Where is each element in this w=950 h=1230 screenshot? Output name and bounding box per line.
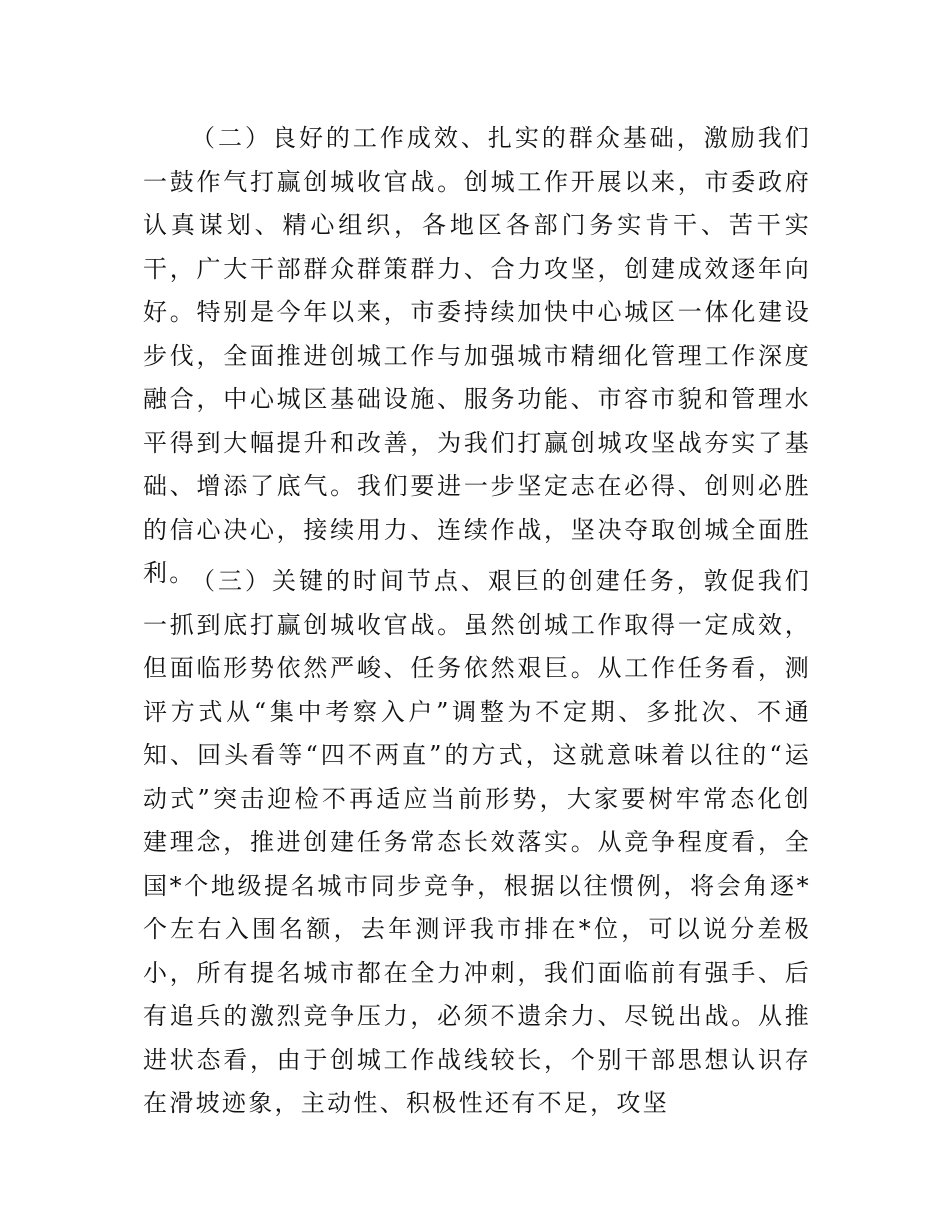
paragraph-3: （三）关键的时间节点、艰巨的创建任务，敦促我们一抓到底打赢创城收官战。虽然创城工作取得一定成效，但面临形势依然严峻、任务依然艰巨。从工作任务看，测评方式从“集中考察入户”调整为不定期、多批次、不通知、回头看等“四不两直”的方式，这就意味着以往的“运动式”突击迎检不再适应当前形势，大家要树牢常态化创建理念，推进创建任务常态长效落实。从竞争程度看，全国*个地级提名城市同步竞争，根据以往惯例，将会角逐*个左右入围名额，去年测评我市排在*位，可以说分差极小，所有提名城市都在全力冲刺，我们面临前有强手、后有追兵的激烈竞争压力，必须不遗余力、尽锐出战。从推进状态看，由于创城工作战线较长，个别干部思想认识存在滑坡迹象，主动性、积极性还有不足，攻坚 [143, 567, 811, 1117]
paragraph-2: （二）良好的工作成效、扎实的群众基础，激励我们一鼓作气打赢创城收官战。创城工作开展以来，市委政府认真谋划、精心组织，各地区各部门务实肯干、苦干实干，广大干部群众群策群力、合力攻坚，创建成效逐年向好。特别是今年以来，市委持续加快中心城区一体化建设步伐，全面推进创城工作与加强城市精细化管理工作深度融合，中心城区基础设施、服务功能、市容市貌和管理水平得到大幅提升和改善，为我们打赢创城攻坚战夯实了基础、增添了底气。我们要进一步坚定志在必得、创则必胜的信心决心，接续用力、连续作战，坚决夺取创城全面胜利。 [143, 124, 811, 587]
